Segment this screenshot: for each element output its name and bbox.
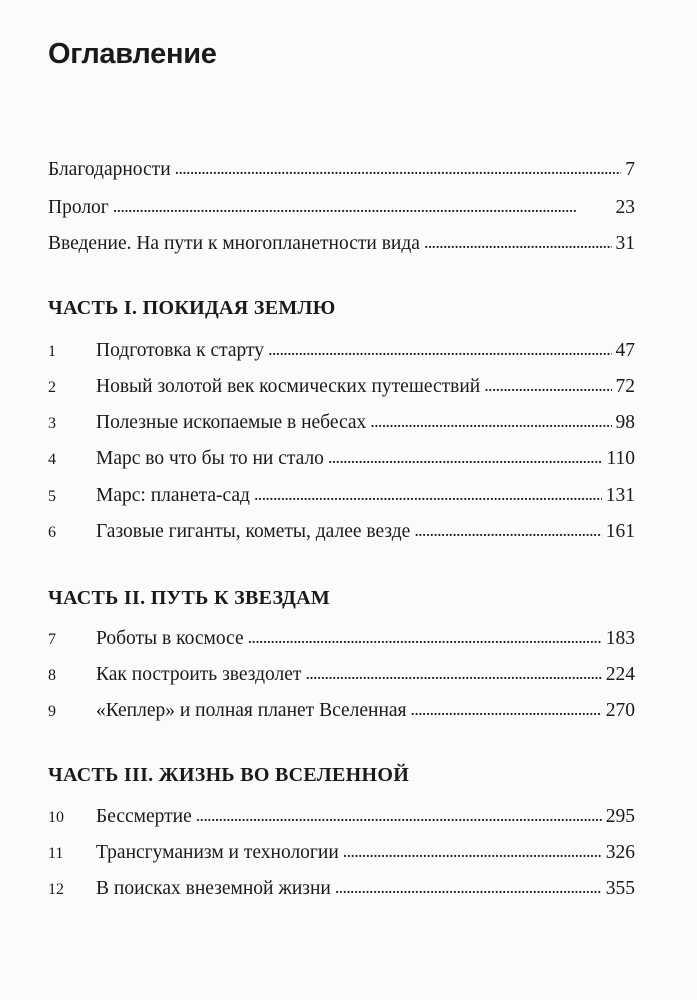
chapter-number: 9 [48, 703, 56, 720]
toc-leader-dots [414, 516, 601, 545]
toc-entry-title: Пролог [48, 197, 109, 218]
toc-entry-page: 7 [625, 159, 635, 180]
toc-chapter-11[interactable] [48, 838, 635, 866]
toc-entry-prologue[interactable] [48, 193, 635, 221]
toc-leader-dots [343, 837, 602, 866]
chapter-number: 11 [48, 845, 64, 862]
toc-entry-page: 295 [605, 806, 635, 827]
toc-leader-dots [305, 659, 601, 688]
toc-entry-acknowledgements[interactable] [48, 155, 635, 183]
toc-leader-dots [335, 873, 602, 902]
toc-chapter-1[interactable] [48, 336, 635, 364]
toc-chapter-2[interactable] [48, 372, 635, 400]
toc-chapter-4[interactable] [48, 444, 635, 472]
toc-leader-dots [424, 228, 612, 257]
toc-entry-title: Бессмертие [96, 806, 192, 827]
toc-leader-dots [254, 480, 602, 509]
toc-entry-page: 23 [615, 197, 635, 218]
toc-chapter-8[interactable] [48, 660, 635, 688]
part-heading-2: ЧАСТЬ II. ПУТЬ К ЗВЕЗДАМ [48, 587, 331, 609]
toc-leader-dots [175, 154, 622, 183]
chapter-number: 10 [48, 809, 64, 826]
chapter-number: 6 [48, 524, 56, 541]
toc-entry-title: Новый золотой век космических путешествий [96, 376, 481, 397]
part-heading-1: ЧАСТЬ I. ПОКИДАЯ ЗЕМЛЮ [48, 297, 336, 319]
toc-entry-page: 131 [605, 485, 635, 506]
toc-chapter-3[interactable] [48, 408, 635, 436]
toc-entry-introduction[interactable] [48, 229, 635, 257]
toc-entry-page: 72 [615, 376, 635, 397]
part-heading-3: ЧАСТЬ III. ЖИЗНЬ ВО ВСЕЛЕННОЙ [48, 764, 410, 786]
chapter-number: 4 [48, 451, 56, 468]
toc-entry-title: Подготовка к старту [96, 340, 265, 361]
chapter-number: 2 [48, 379, 56, 396]
toc-entry-title: Как построить звездолет [96, 664, 302, 685]
toc-leader-dots [113, 192, 612, 221]
toc-chapter-12[interactable] [48, 874, 635, 902]
toc-entry-page: 161 [605, 521, 635, 542]
toc-entry-title: В поисках внеземной жизни [96, 878, 331, 899]
toc-leader-dots [196, 801, 602, 830]
toc-entry-page: 270 [605, 700, 635, 721]
toc-entry-title: Марс: планета-сад [96, 485, 250, 506]
chapter-number: 5 [48, 488, 56, 505]
toc-chapter-6[interactable] [48, 517, 635, 545]
chapter-number: 1 [48, 343, 56, 360]
toc-entry-page: 98 [615, 412, 635, 433]
toc-leader-dots [328, 443, 603, 472]
chapter-number: 3 [48, 415, 56, 432]
toc-leader-dots [248, 623, 602, 652]
toc-chapter-10[interactable] [48, 802, 635, 830]
toc-leader-dots [370, 407, 611, 436]
toc-entry-title: Введение. На пути к многопланетности вида [48, 233, 420, 254]
toc-chapter-9[interactable] [48, 696, 635, 724]
toc-entry-page: 355 [605, 878, 635, 899]
toc-entry-page: 110 [606, 448, 635, 469]
toc-leader-dots [411, 695, 602, 724]
toc-entry-title: Трансгуманизм и технологии [96, 842, 339, 863]
toc-chapter-7[interactable] [48, 624, 635, 652]
toc-entry-page: 183 [605, 628, 635, 649]
page-title: Оглавление [48, 38, 217, 70]
chapter-number: 7 [48, 631, 56, 648]
toc-leader-dots [484, 371, 611, 400]
toc-entry-title: Благодарности [48, 159, 171, 180]
toc-entry-title: Роботы в космосе [96, 628, 244, 649]
toc-entry-page: 326 [605, 842, 635, 863]
toc-entry-page: 47 [615, 340, 635, 361]
chapter-number: 8 [48, 667, 56, 684]
toc-entry-title: Полезные ископаемые в небесах [96, 412, 367, 433]
toc-entry-title: «Кеплер» и полная планет Вселенная [96, 700, 407, 721]
toc-entry-page: 31 [615, 233, 635, 254]
toc-entry-title: Марс во что бы то ни стало [96, 448, 324, 469]
toc-entry-page: 224 [605, 664, 635, 685]
toc-chapter-5[interactable] [48, 481, 635, 509]
toc-leader-dots [268, 335, 611, 364]
toc-entry-title: Газовые гиганты, кометы, далее везде [96, 521, 411, 542]
chapter-number: 12 [48, 881, 64, 898]
